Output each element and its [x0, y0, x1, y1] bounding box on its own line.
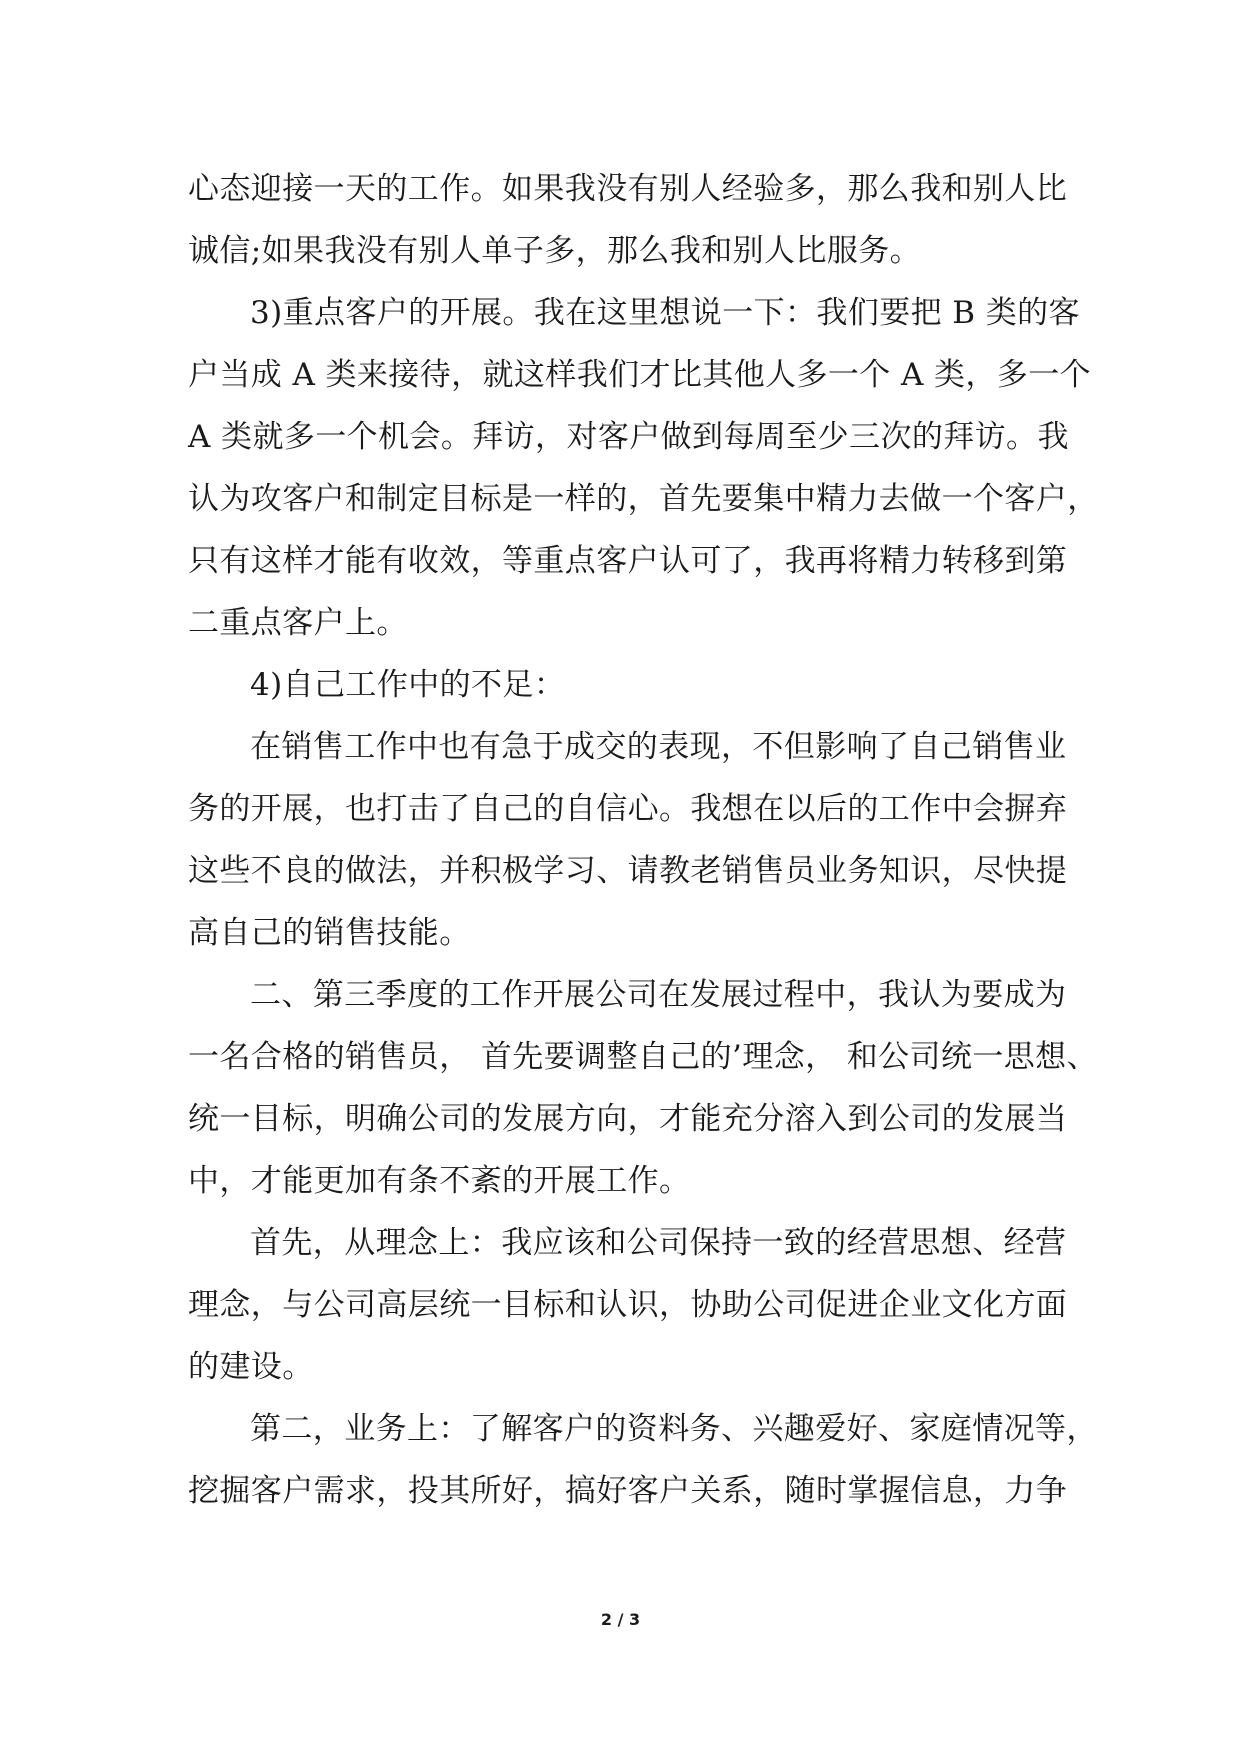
text-line: 高自己的销售技能。	[188, 915, 471, 951]
text-line: 首先，从理念上：我应该和公司保持一致的经营思想、经营	[250, 1225, 1067, 1261]
text-line: 诚信;如果我没有别人单子多，那么我和别人比服务。	[188, 233, 922, 269]
text-line: 理念，与公司高层统一目标和认识，协助公司促进企业文化方面	[188, 1287, 1068, 1323]
text-line: 只有这样才能有收效，等重点客户认可了，我再将精力转移到第	[188, 543, 1068, 579]
text-line: 4)自己工作中的不足：	[250, 667, 566, 703]
page-number: 2 / 3	[600, 1610, 641, 1629]
text-line: 务的开展，也打击了自己的自信心。我想在以后的工作中会摒弃	[188, 791, 1068, 827]
text-line: 心态迎接一天的工作。如果我没有别人经验多，那么我和别人比	[188, 171, 1068, 207]
text-line: 的建设。	[188, 1349, 314, 1385]
text-line: 二、第三季度的工作开展公司在发展过程中，我认为要成为	[250, 977, 1067, 1013]
text-line: 一名合格的销售员， 首先要调整自己的’理念， 和公司统一思想、	[188, 1039, 1098, 1075]
text-line: 中，才能更加有条不紊的开展工作。	[188, 1163, 691, 1199]
text-line: 第二，业务上：了解客户的资料务、兴趣爱好、家庭情况等，	[250, 1411, 1098, 1447]
text-line: 户当成 A 类来接待，就这样我们才比其他人多一个 A 类，多一个	[188, 357, 1091, 393]
text-line: 二重点客户上。	[188, 605, 408, 641]
text-line: 这些不良的做法，并积极学习、请教老销售员业务知识，尽快提	[188, 853, 1068, 889]
text-line: 在销售工作中也有急于成交的表现，不但影响了自己销售业	[250, 729, 1067, 765]
text-line: 认为攻客户和制定目标是一样的，首先要集中精力去做一个客户，	[188, 481, 1099, 517]
text-line: 挖掘客户需求，投其所好，搞好客户关系，随时掌握信息，力争	[188, 1473, 1068, 1509]
body-text	[188, 158, 1099, 1522]
text-line: A 类就多一个机会。拜访，对客户做到每周至少三次的拜访。我	[188, 419, 1069, 455]
text-line: 3)重点客户的开展。我在这里想说一下：我们要把 B 类的客	[250, 295, 1080, 331]
text-line: 统一目标，明确公司的发展方向，才能充分溶入到公司的发展当	[188, 1101, 1068, 1137]
